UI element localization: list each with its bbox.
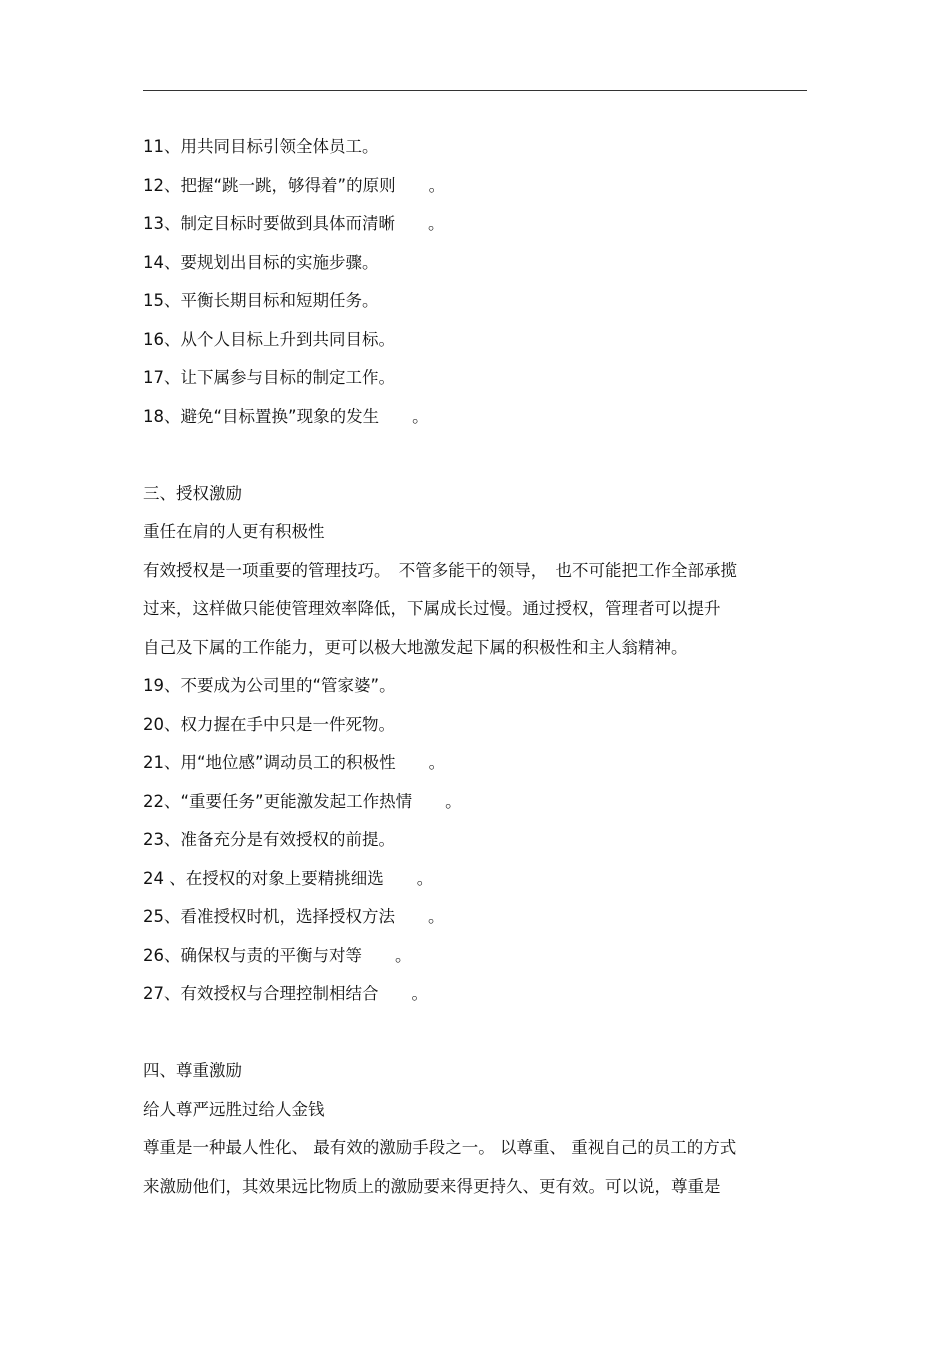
list-item: 19、不要成为公司里的“管家婆”。 bbox=[143, 676, 396, 695]
list-item: 25、看准授权时机，选择授权方法 。 bbox=[143, 907, 445, 926]
header-rule bbox=[143, 90, 807, 91]
list-item: 13、制定目标时要做到具体而清晰 。 bbox=[143, 214, 445, 233]
list-item: 21、用“地位感”调动员工的积极性 。 bbox=[143, 753, 446, 772]
paragraph-line: 来激励他们，其效果远比物质上的激励要来得更持久、更有效。可以说，尊重是 bbox=[143, 1176, 721, 1196]
section-paragraph bbox=[143, 552, 807, 668]
list-item: 22、“重要任务”更能激发起工作热情 。 bbox=[143, 791, 462, 811]
list-item: 16、从个人目标上升到共同目标。 bbox=[143, 329, 395, 349]
list-item: 27、有效授权与合理控制相结合 。 bbox=[143, 984, 428, 1003]
list-item: 11、用共同目标引领全体员工。 bbox=[143, 137, 379, 156]
list-item: 20、权力握在手中只是一件死物。 bbox=[143, 714, 395, 734]
section-subheading: 给人尊严远胜过给人金钱 bbox=[143, 1099, 325, 1119]
list-item: 12、把握“跳一跳，够得着”的原则 。 bbox=[143, 175, 446, 195]
list-item: 26、确保权与责的平衡与对等 。 bbox=[143, 945, 412, 965]
section-heading: 四、尊重激励 bbox=[143, 1061, 242, 1080]
section-spacer bbox=[143, 1014, 807, 1053]
goal-list bbox=[143, 128, 807, 436]
list-item: 14、要规划出目标的实施步骤。 bbox=[143, 252, 379, 272]
section-subheading: 重任在肩的人更有积极性 bbox=[143, 522, 325, 541]
list-item: 23、准备充分是有效授权的前提。 bbox=[143, 830, 395, 849]
section-authorization bbox=[143, 475, 807, 1014]
list-item: 24 、在授权的对象上要精挑细选 。 bbox=[143, 868, 434, 888]
list-item: 18、避免“目标置换”现象的发生 。 bbox=[143, 406, 429, 426]
paragraph-line: 有效授权是一项重要的管理技巧。 不管多能干的领导， 也不可能把工作全部承揽 bbox=[143, 560, 737, 580]
section-spacer bbox=[143, 436, 807, 475]
list-item: 15、平衡长期目标和短期任务。 bbox=[143, 291, 379, 310]
section-paragraph bbox=[143, 1129, 807, 1206]
paragraph-line: 自己及下属的工作能力，更可以极大地激发起下属的积极性和主人翁精神。 bbox=[143, 637, 688, 657]
paragraph-line: 过来，这样做只能使管理效率降低，下属成长过慢。通过授权，管理者可以提升 bbox=[143, 599, 721, 618]
list-item: 17、让下属参与目标的制定工作。 bbox=[143, 368, 395, 387]
document-body bbox=[143, 128, 807, 1206]
section-respect bbox=[143, 1052, 807, 1206]
section-heading: 三、授权激励 bbox=[143, 483, 242, 503]
paragraph-line: 尊重是一种最人性化、 最有效的激励手段之一。 以尊重、 重视自己的员工的方式 bbox=[143, 1138, 737, 1157]
authorization-list bbox=[143, 667, 807, 1014]
